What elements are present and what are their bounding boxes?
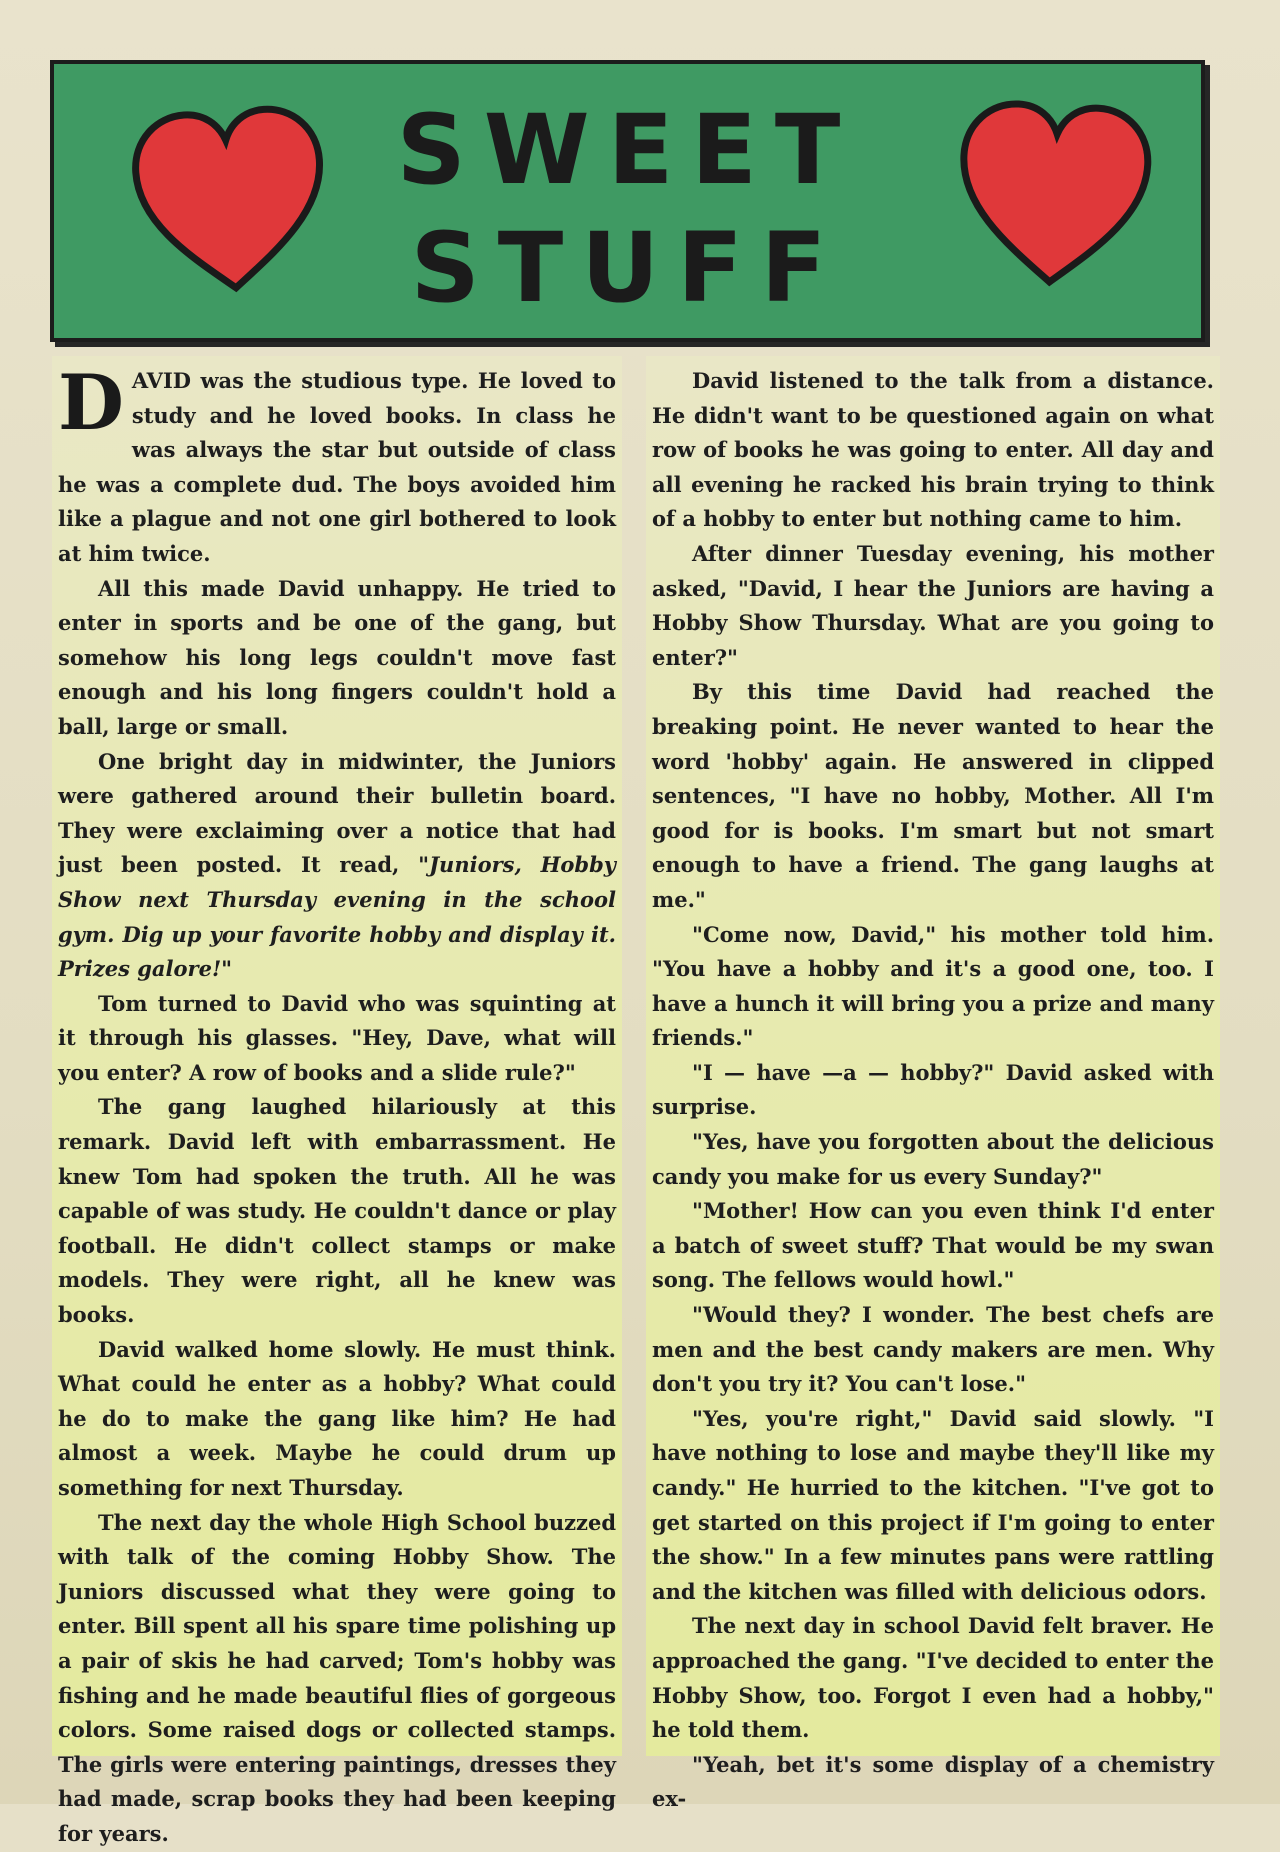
story-paragraph: "Mother! How can you even think I'd enter a batch of sweet stuff? That would be my swan song. The fellows would howl.": [652, 1198, 1214, 1293]
story-column-left: [52, 356, 622, 1846]
story-paragraph: Tom turned to David who was squinting at it through his glasses. "Hey, Dave, what will you enter? A row of books and a slide rule?": [58, 990, 616, 1085]
story-column-right: [646, 356, 1220, 1812]
story-paragraph: The next day in school David felt braver. He approached the gang. "I've decided to enter the Hobby Show, too. Forgot I even had a hobby," he told them.: [652, 1613, 1214, 1743]
title-banner: [50, 60, 1205, 342]
paragraph-text: One bright day in midwinter, the Juniors were gathered around their bulletin board. They were exclaiming over a notice that had just been posted. It read,: [58, 748, 616, 878]
story-paragraph: "Yeah, bet it's some display of a chemistry ex-: [652, 1751, 1214, 1812]
story-paragraph: The next day the whole High School buzzed with talk of the coming Hobby Show. The Juniors discussed what they were going to enter. Bill spent all his spare time polishing up a pair of skis he had carved; Tom's hobby was fishing and he made beautiful flies of gorgeous colors. Some raised dogs or collected stamps. The girls were entering paintings, dresses they had made, scrap books they had been keeping for years.: [58, 1509, 616, 1846]
story-paragraph: "Yes, you're right," David said slowly. "I have nothing to lose and maybe they'll like my candy." He hurried to the kitchen. "I've got to get started on this project if I'm going to enter the show." In a few minutes pans were rattling and the kitchen was filled with delicious odors.: [652, 1405, 1214, 1604]
drop-cap: D: [58, 358, 124, 447]
title-line-2: STUFF: [410, 212, 845, 324]
story-paragraph: By this time David had reached the breaking point. He never wanted to hear the word 'hobby' again. He answered in clipped sentences, "I have no hobby, Mother. All I'm good for is books. I'm smart but not smart enough to have a friend. The gang laughs at me.": [652, 679, 1214, 912]
story-paragraph: [58, 358, 616, 572]
story-paragraph: All this made David unhappy. He tried to enter in sports and be one of the gang, but somehow his long legs couldn't move fast enough and his long fingers couldn't hold a ball, large or small.: [58, 575, 616, 739]
story-paragraph: "I — have —a — hobby?" David asked with surprise.: [652, 1059, 1214, 1120]
story-paragraph: David listened to the talk from a distance. He didn't want to be questioned again on what row of books he was going to enter. All day and all evening he racked his brain trying to think of a hobby to enter but nothing came to him.: [652, 368, 1214, 532]
title-line-1: SWEET: [396, 94, 859, 206]
story-paragraph: David walked home slowly. He must think. What could he enter as a hobby? What could he do to make the gang like him? He had almost a week. Maybe he could drum up something for next Thursday.: [58, 1336, 616, 1500]
story-paragraph: "Would they? I wonder. The best chefs are men and the best candy makers are men. Why don't you try it? You can't lose.": [652, 1302, 1214, 1397]
bulletin-notice-text: "Juniors, Hobby Show next Thursday evening in the school gym. Dig up your favorite hobby and display it. Prizes galore!": [58, 852, 616, 982]
story-paragraph: After dinner Tuesday evening, his mother asked, "David, I hear the Juniors are having a Hobby Show Thursday. What are you going to enter?": [652, 540, 1214, 670]
story-paragraph: "Come now, David," his mother told him. "You have a hobby and it's a good one, too. I have a hunch it will bring you a prize and many friends.": [652, 921, 1214, 1051]
story-paragraph: The gang laughed hilariously at this remark. David left with embarrassment. He knew Tom had spoken the truth. All he was capable of was study. He couldn't dance or play football. He didn't collect stamps or make models. They were right, all he knew was books.: [58, 1094, 616, 1328]
paragraph-text: AVID was the studious type. He loved to study and he loved books. In class he was always the star but outside of class he was a complete dud. The boys avoided him like a plague and not one girl bothered to look at him twice.: [58, 368, 616, 566]
story-paragraph: "Yes, have you forgotten about the delicious candy you make for us every Sunday?": [652, 1129, 1214, 1189]
story-paragraph: [58, 745, 616, 987]
